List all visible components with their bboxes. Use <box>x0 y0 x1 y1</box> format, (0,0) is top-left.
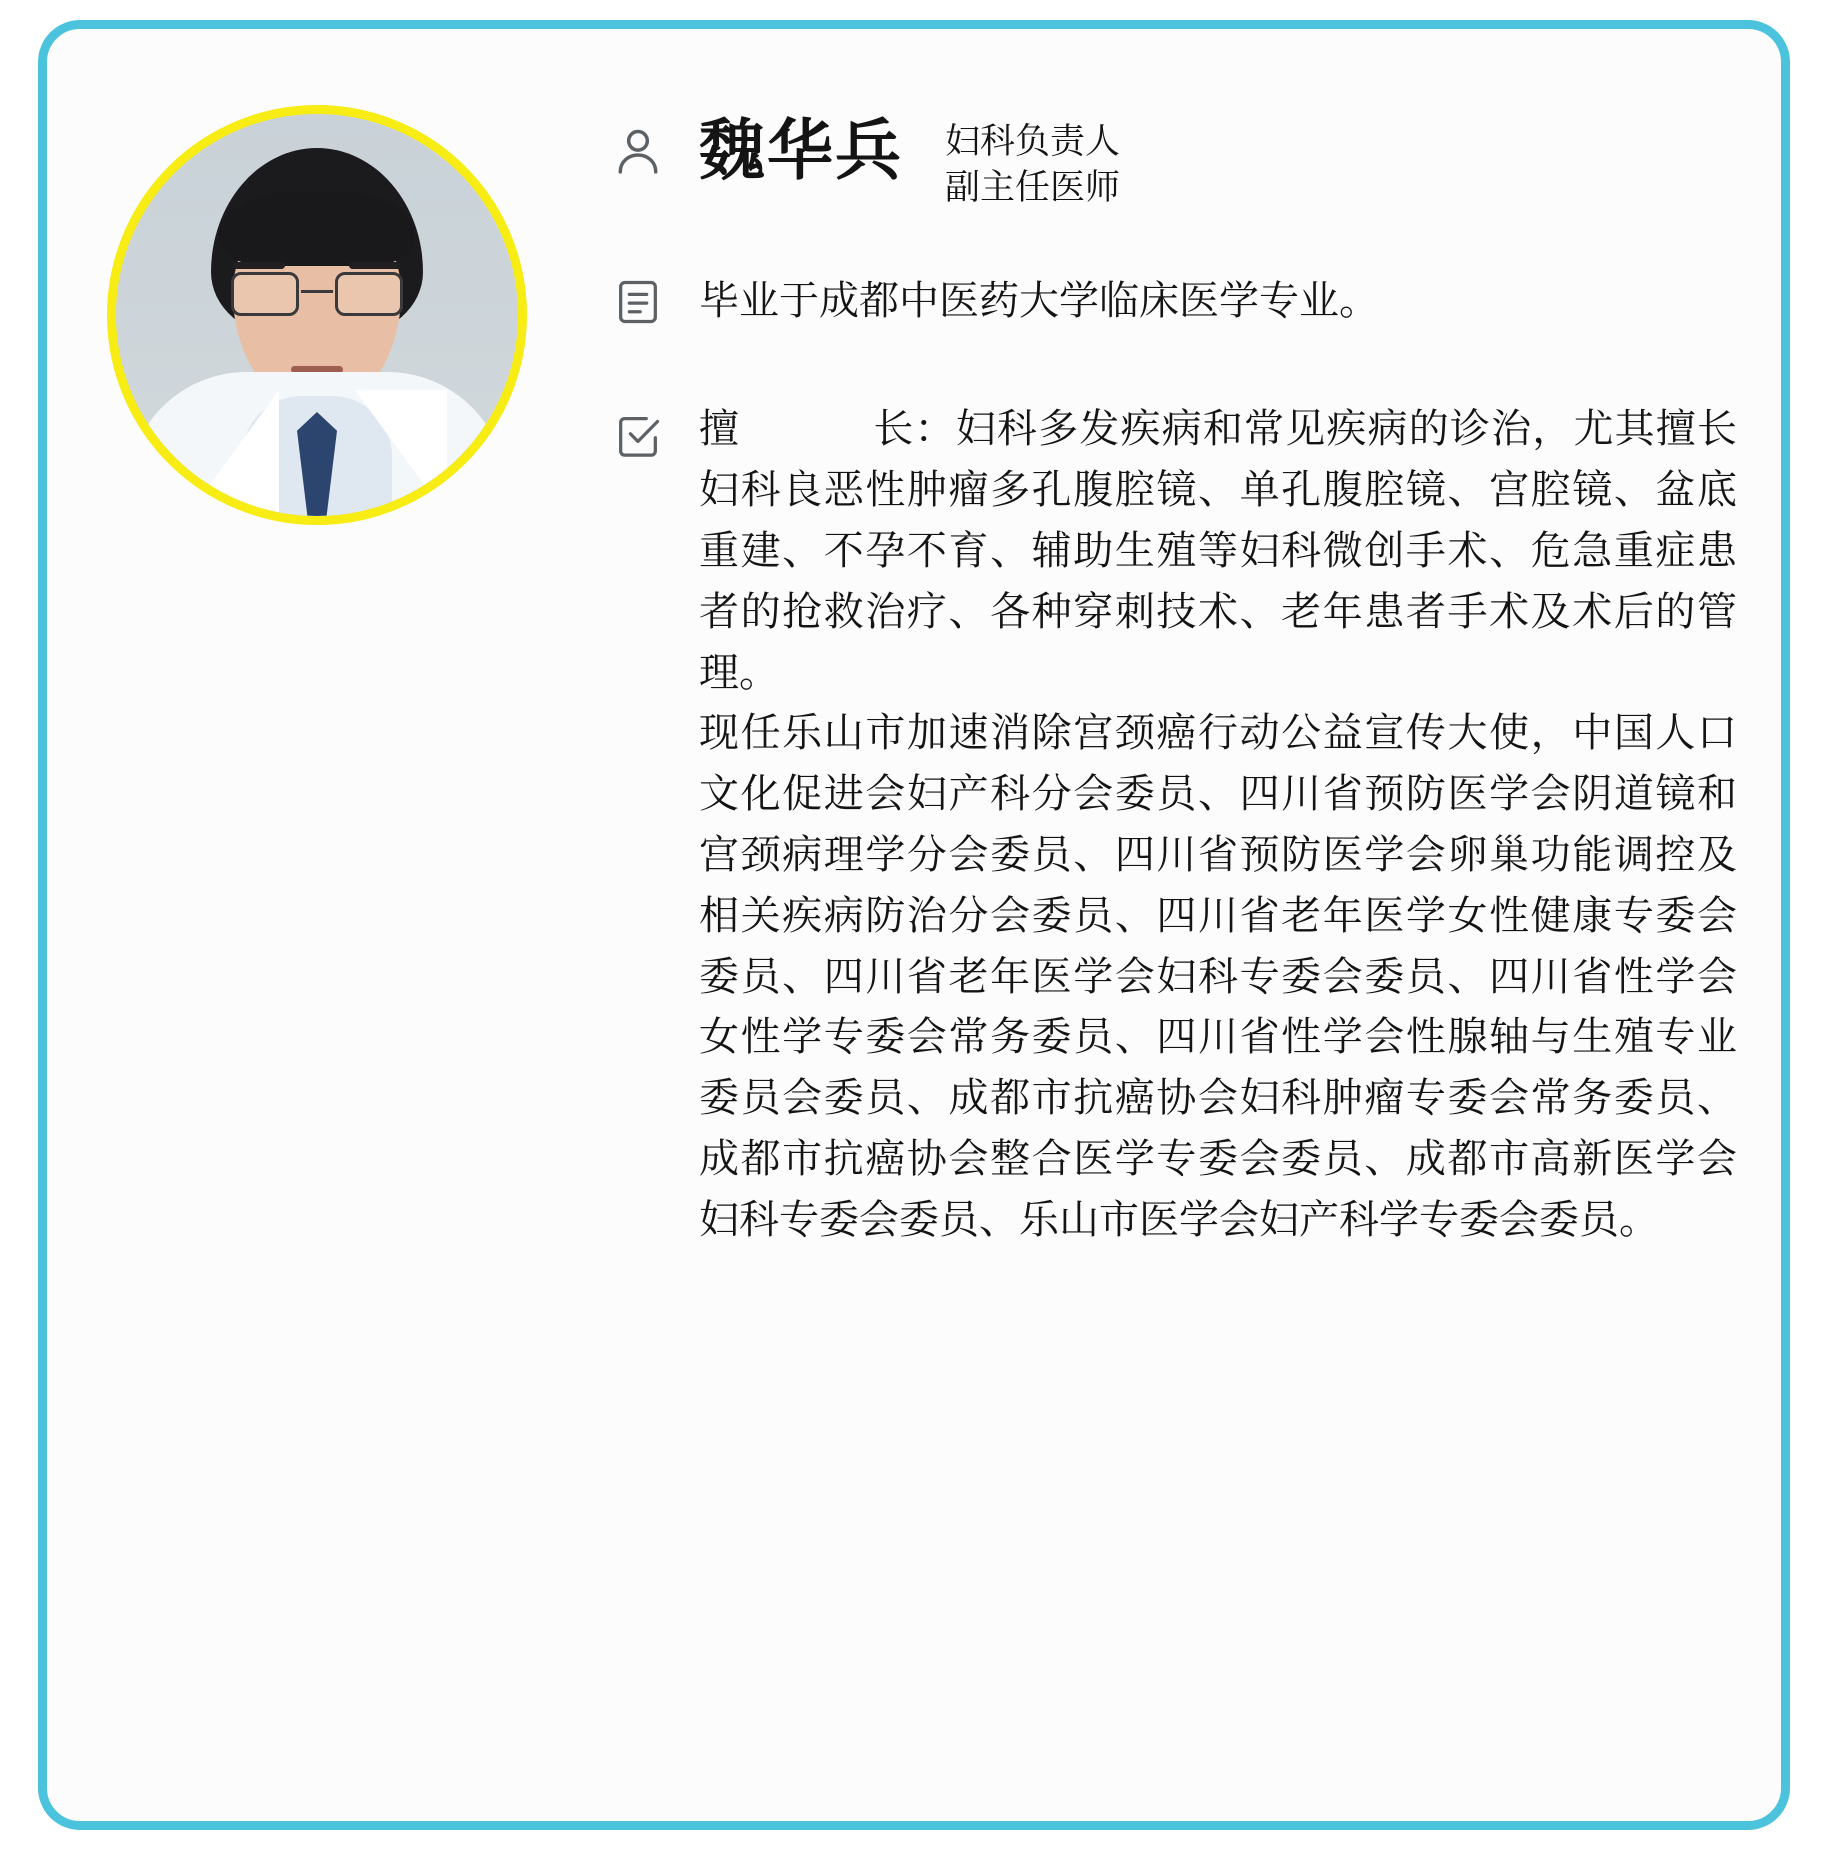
education-text: 毕业于成都中医药大学临床医学专业。 <box>699 279 1379 324</box>
specialty-label: 擅 <box>699 407 741 452</box>
portrait-brow-right <box>349 262 401 269</box>
doctor-profile-card <box>38 20 1790 1830</box>
portrait-brow-left <box>233 262 285 269</box>
portrait-fringe <box>219 192 415 266</box>
glasses-icon <box>229 272 405 318</box>
checkbox-icon <box>607 405 669 467</box>
doctor-title-secondary: 副主任医师 <box>945 168 1121 208</box>
document-icon <box>607 271 669 333</box>
avatar <box>107 105 527 525</box>
portrait-lens-right <box>335 272 403 316</box>
specialty-text-block <box>699 399 1737 1250</box>
education-row <box>607 267 1737 333</box>
specialty-paragraph <box>699 399 1737 703</box>
specialty-label-suffix: 长： <box>872 407 956 452</box>
positions-paragraph: 现任乐山市加速消除宫颈癌行动公益宣传大使，中国人口文化促进会妇产科分会委员、四川省预防医学会阴道镜和宫颈病理学分会委员、四川省预防医学会卵巢功能调控及相关疾病防治分会委员、四川省老年医学女性健康专委会委员、四川省老年医学会妇科专委会委员、四川省性学会女性学专委会常务委员、四川省性学会性腺轴与生殖专业委员会委员、成都市抗癌协会妇科肿瘤专委会常务委员、成都市抗癌协会整合医学专委会委员、成都市高新医学会妇科专委会委员、乐山市医学会妇产科学专委会委员。 <box>699 711 1737 1242</box>
doctor-title-primary: 妇科负责人 <box>945 122 1121 161</box>
portrait-glasses-bridge <box>301 290 333 293</box>
portrait-lapel-right <box>355 390 447 516</box>
doctor-info <box>607 115 1737 1259</box>
person-icon <box>607 121 669 183</box>
portrait-lapel-left <box>187 390 279 516</box>
doctor-titles <box>945 115 1120 211</box>
portrait-lens-left <box>231 272 299 316</box>
doctor-portrait <box>116 114 518 516</box>
specialty-detail: 妇科多发疾病和常见疾病的诊治，尤其擅长妇科良恶性肿瘤多孔腹腔镜、单孔腹腔镜、宫腔镜、盆底重建、不孕不育、辅助生殖等妇科微创手术、危急重症患者的抢救治疗、各种穿刺技术、老年患者手术及术后的管理。 <box>699 407 1738 695</box>
doctor-name: 魏华兵 <box>699 113 903 187</box>
specialty-row <box>607 399 1737 1250</box>
name-row <box>607 115 1737 211</box>
